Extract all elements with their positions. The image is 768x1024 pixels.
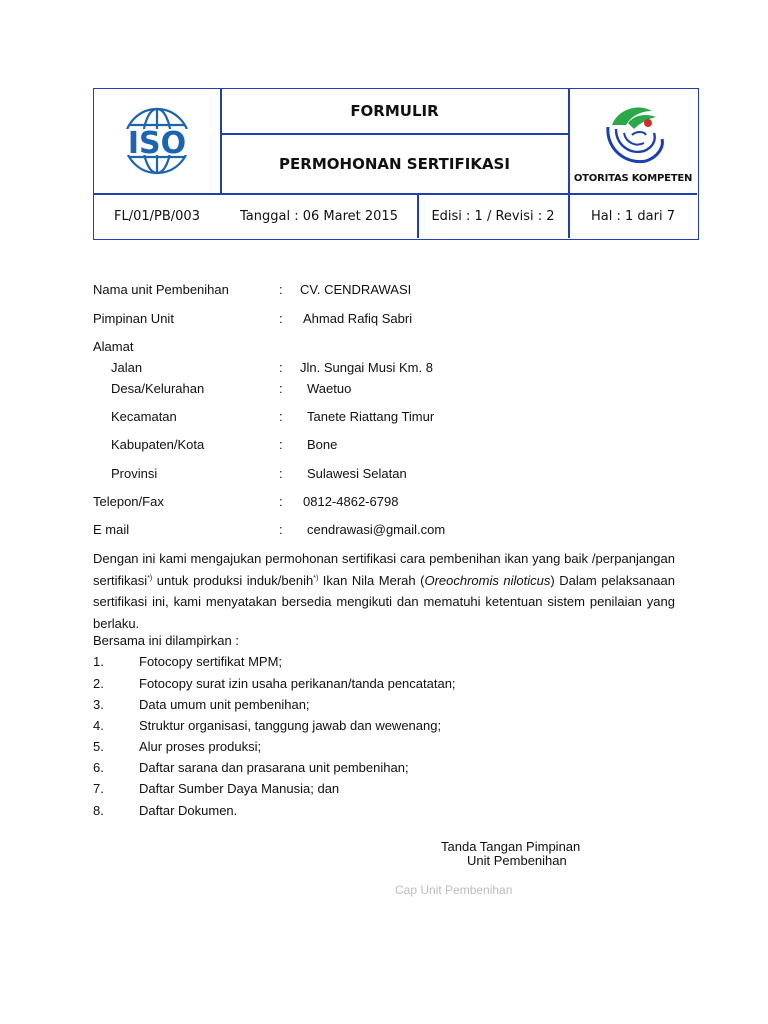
attachments-intro: Bersama ini dilampirkan : bbox=[93, 633, 239, 648]
list-number: 6. bbox=[93, 760, 104, 775]
list-item: Daftar Sumber Daya Manusia; dan bbox=[139, 781, 340, 796]
application-statement bbox=[93, 548, 675, 634]
species-name: Oreochromis niloticus bbox=[424, 572, 551, 588]
address-label: Alamat bbox=[93, 339, 134, 354]
village-value: Waetuo bbox=[307, 381, 352, 396]
colon: : bbox=[279, 494, 283, 509]
authority-name: OTORITAS KOMPETEN bbox=[573, 172, 693, 184]
list-number: 5. bbox=[93, 739, 104, 754]
list-item: Daftar Dokumen. bbox=[139, 803, 238, 818]
doc-code: FL/01/PB/003 bbox=[114, 209, 200, 224]
statement-text: Ikan Nila Merah ( bbox=[318, 572, 425, 588]
district-label: Kecamatan bbox=[111, 409, 177, 424]
colon: : bbox=[279, 360, 283, 375]
footnote-marker: *) bbox=[313, 574, 319, 582]
iso-logo-text: ISO bbox=[127, 126, 187, 161]
regency-value: Bone bbox=[307, 437, 338, 452]
list-number: 1. bbox=[93, 654, 104, 669]
form-subtitle: PERMOHONAN SERTIFIKASI bbox=[279, 154, 510, 173]
unit-value: CV. CENDRAWASI bbox=[300, 282, 412, 297]
globe-icon bbox=[109, 101, 205, 181]
statement-text: Dengan ini kami mengajukan permohonan sertifikasi cara pembenihan ikan yang baik /perpanjangan sertifikasi bbox=[93, 551, 675, 588]
regency-label: Kabupaten/Kota bbox=[111, 437, 205, 452]
doc-date: Tanggal : 06 Maret 2015 bbox=[240, 209, 398, 224]
form-title-cell bbox=[221, 89, 568, 133]
statement-text: ) Dalam pelaksanaan sertifikasi ini, kami menyatakan bersedia mengikuti dan mematuhi ketentuan sistem penilaian yang berlaku. bbox=[93, 572, 675, 631]
colon: : bbox=[279, 522, 283, 537]
signature-title: Tanda Tangan Pimpinan bbox=[441, 839, 581, 854]
province-value: Sulawesi Selatan bbox=[307, 466, 407, 481]
doc-code-cell bbox=[94, 195, 220, 238]
email-label: E mail bbox=[93, 522, 130, 537]
statement-text: untuk produksi induk/benih bbox=[152, 572, 314, 588]
colon: : bbox=[279, 381, 283, 396]
list-item: Fotocopy sertifikat MPM; bbox=[139, 654, 283, 669]
leader-label: Pimpinan Unit bbox=[93, 311, 174, 326]
footnote-marker: *) bbox=[147, 574, 153, 582]
doc-page: Hal : 1 dari 7 bbox=[591, 209, 675, 224]
authority-logo bbox=[569, 89, 697, 193]
doc-edition: Edisi : 1 / Revisi : 2 bbox=[431, 209, 555, 224]
list-item: Fotocopy surat izin usaha perikanan/tanda pencatatan; bbox=[139, 676, 456, 691]
street-value: Jln. Sungai Musi Km. 8 bbox=[300, 360, 433, 375]
phone-label: Telepon/Fax bbox=[93, 494, 164, 509]
form-subtitle-cell bbox=[221, 134, 568, 193]
street-label: Jalan bbox=[111, 360, 143, 375]
iso-logo bbox=[94, 89, 220, 193]
form-header-table bbox=[93, 88, 699, 240]
fish-emblem-icon bbox=[598, 99, 668, 169]
phone-value: 0812-4862-6798 bbox=[303, 494, 399, 509]
colon: : bbox=[279, 409, 283, 424]
email-value: cendrawasi@gmail.com bbox=[307, 522, 446, 537]
province-label: Provinsi bbox=[111, 466, 158, 481]
unit-label: Nama unit Pembenihan bbox=[93, 282, 229, 297]
list-item: Daftar sarana dan prasarana unit pembenihan; bbox=[139, 760, 409, 775]
doc-date-cell bbox=[221, 195, 417, 238]
leader-value: Ahmad Rafiq Sabri bbox=[303, 311, 413, 326]
signature-unit: Unit Pembenihan bbox=[467, 853, 567, 868]
doc-page-cell bbox=[569, 195, 697, 238]
district-value: Tanete Riattang Timur bbox=[307, 409, 435, 424]
doc-edition-cell bbox=[418, 195, 568, 238]
list-item: Struktur organisasi, tanggung jawab dan wewenang; bbox=[139, 718, 442, 733]
list-number: 7. bbox=[93, 781, 104, 796]
village-label: Desa/Kelurahan bbox=[111, 381, 205, 396]
list-item: Alur proses produksi; bbox=[139, 739, 262, 754]
list-number: 4. bbox=[93, 718, 104, 733]
list-number: 3. bbox=[93, 697, 104, 712]
colon: : bbox=[279, 437, 283, 452]
stamp-placeholder: Cap Unit Pembenihan bbox=[395, 883, 513, 897]
colon: : bbox=[279, 282, 283, 297]
list-number: 2. bbox=[93, 676, 104, 691]
list-item: Data umum unit pembenihan; bbox=[139, 697, 310, 712]
colon: : bbox=[279, 466, 283, 481]
list-number: 8. bbox=[93, 803, 104, 818]
colon: : bbox=[279, 311, 283, 326]
form-title: FORMULIR bbox=[350, 102, 439, 120]
